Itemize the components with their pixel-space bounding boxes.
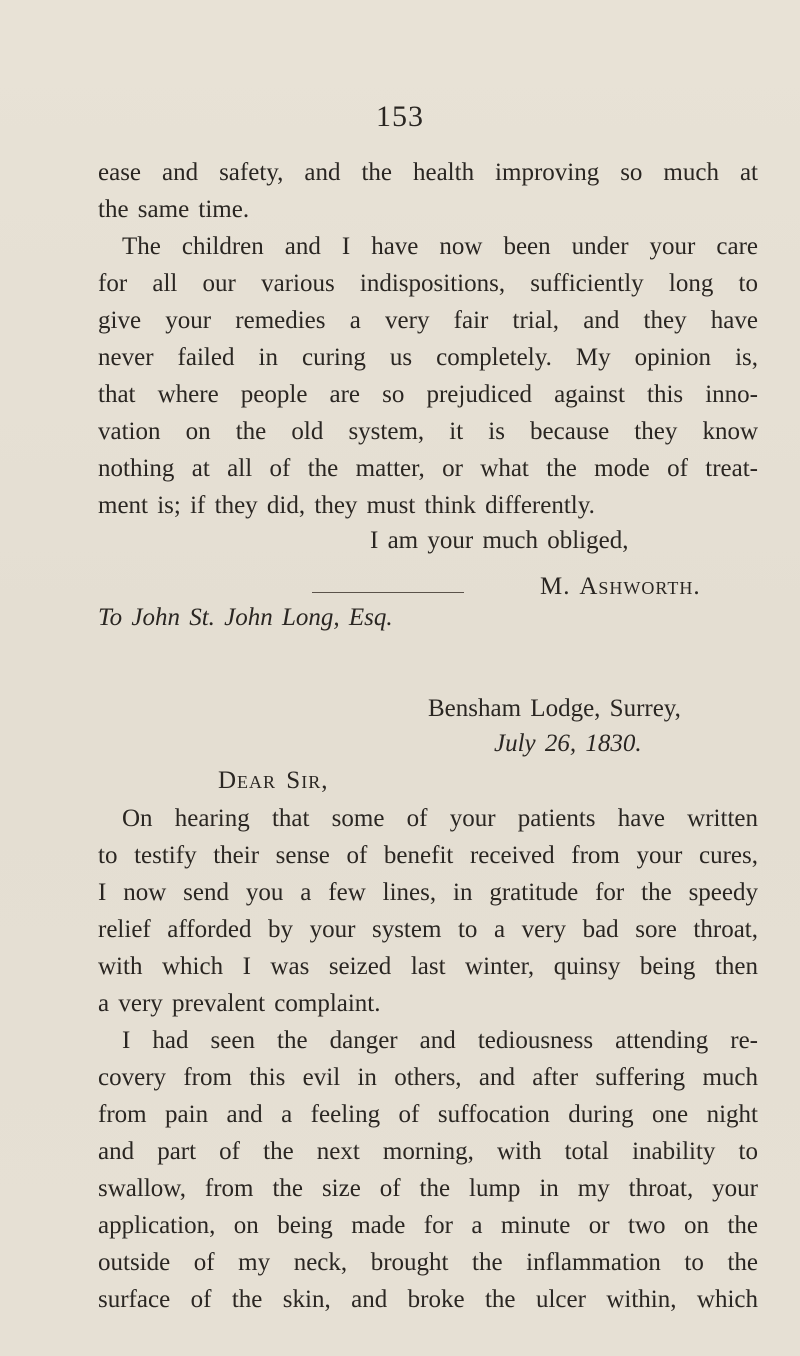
text-line: never failed in curing us completely. My opinion is, bbox=[98, 344, 758, 371]
text-line: I now send you a few lines, in gratitude for the speedy bbox=[98, 879, 758, 906]
text-line: application, on being made for a minute or two on the bbox=[98, 1212, 758, 1239]
text-line: a very prevalent complaint. bbox=[98, 990, 381, 1017]
text-line: to testify their sense of benefit received from your cures, bbox=[98, 842, 758, 869]
signature: M. Ashworth. bbox=[540, 573, 701, 600]
addressee: To John St. John Long, Esq. bbox=[98, 604, 393, 631]
text-line: surface of the skin, and broke the ulcer within, which bbox=[98, 1286, 758, 1313]
letter-closing: I am your much obliged, bbox=[370, 527, 629, 554]
text-line: nothing at all of the matter, or what the mode of treat- bbox=[98, 455, 758, 482]
text-line: On hearing that some of your patients have written bbox=[122, 805, 758, 832]
salutation: Dear Sir, bbox=[218, 767, 329, 794]
page-number: 153 bbox=[376, 100, 424, 133]
text-line: ease and safety, and the health improving so much at bbox=[98, 159, 758, 186]
section-divider bbox=[312, 592, 464, 593]
text-line: the same time. bbox=[98, 196, 250, 223]
text-line: The children and I have now been under your care bbox=[122, 233, 758, 260]
text-line: with which I was seized last winter, quinsy being then bbox=[98, 953, 758, 980]
text-line: that where people are so prejudiced against this inno- bbox=[98, 381, 758, 408]
letter-place: Bensham Lodge, Surrey, bbox=[428, 695, 681, 722]
text-line: relief afforded by your system to a very bad sore throat, bbox=[98, 916, 758, 943]
text-line: swallow, from the size of the lump in my throat, your bbox=[98, 1175, 758, 1202]
text-line: for all our various indispositions, sufficiently long to bbox=[98, 270, 758, 297]
text-line: and part of the next morning, with total inability to bbox=[98, 1138, 758, 1165]
letter-date: July 26, 1830. bbox=[494, 730, 642, 757]
text-line: from pain and a feeling of suffocation during one night bbox=[98, 1101, 758, 1128]
text-line: outside of my neck, brought the inflammation to the bbox=[98, 1249, 758, 1276]
text-line: I had seen the danger and tediousness attending re- bbox=[122, 1027, 758, 1054]
text-line: covery from this evil in others, and after suffering much bbox=[98, 1064, 758, 1091]
text-line: ment is; if they did, they must think differently. bbox=[98, 492, 595, 519]
text-line: give your remedies a very fair trial, and they have bbox=[98, 307, 758, 334]
text-line: vation on the old system, it is because they know bbox=[98, 418, 758, 445]
